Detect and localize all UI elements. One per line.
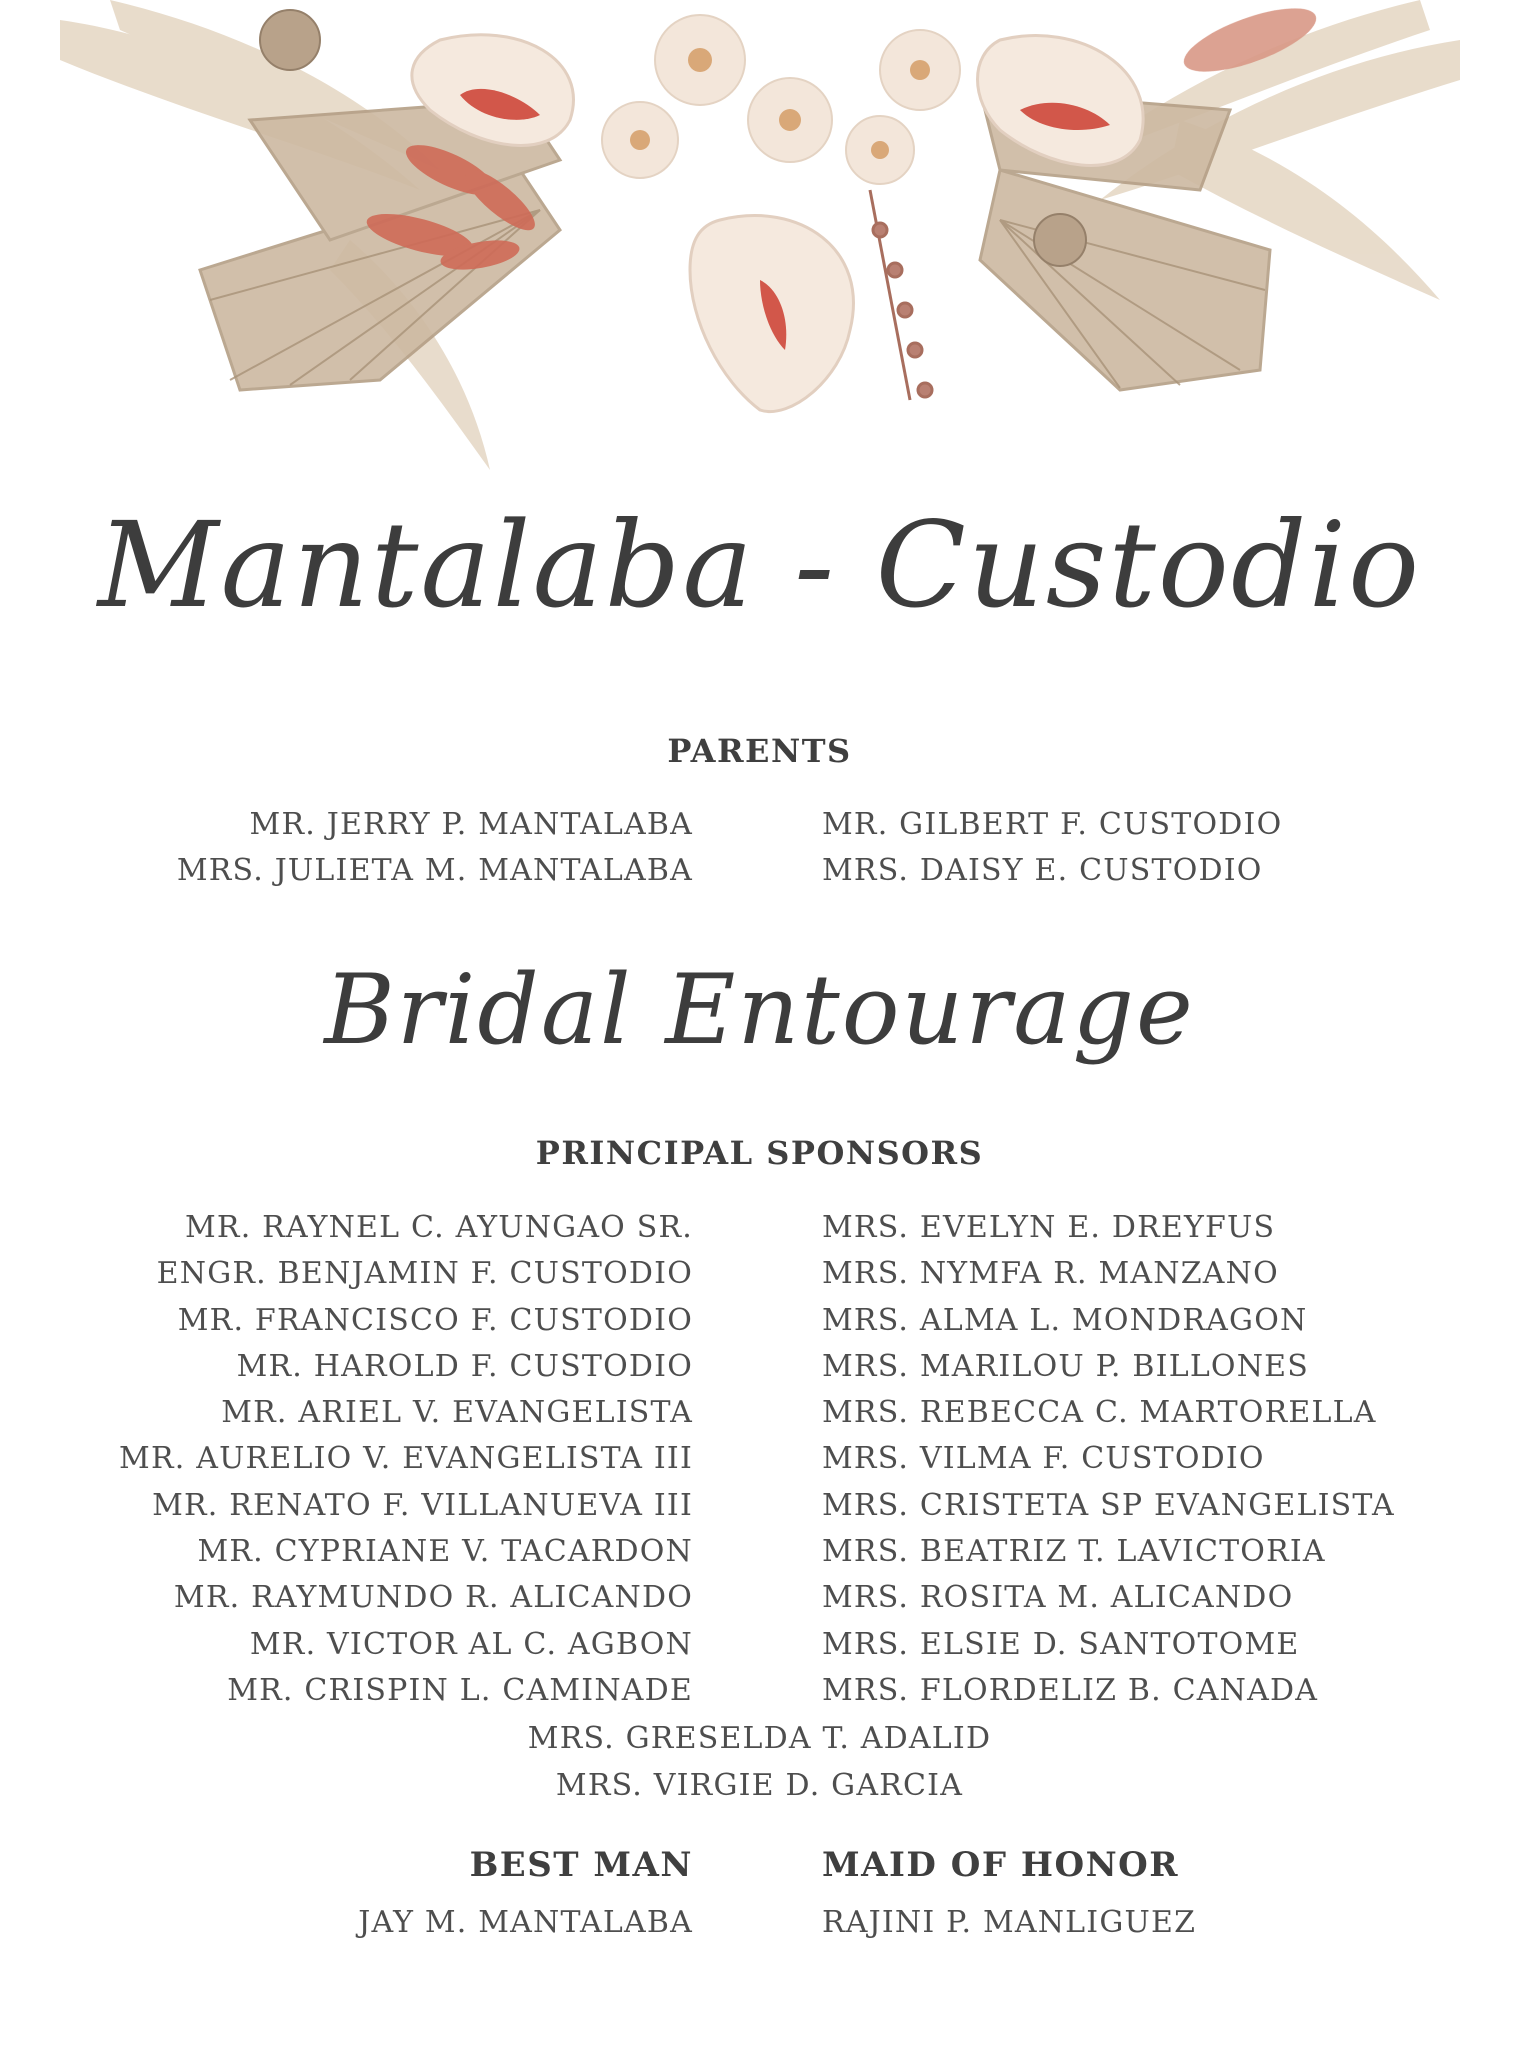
- sponsor-name: MRS. EVELYN E. DREYFUS: [822, 1210, 1276, 1245]
- parent-name: MR. JERRY P. MANTALABA: [249, 807, 693, 842]
- sponsors-female-list: [822, 1205, 1395, 1714]
- sponsor-name: MR. RENATO F. VILLANUEVA III: [152, 1487, 693, 1523]
- sponsor-name: MRS. GRESELDA T. ADALID: [527, 1721, 992, 1756]
- parent-name: MRS. JULIETA M. MANTALABA: [176, 853, 693, 888]
- couple-names-title: Mantalaba - Custodio: [97, 496, 1422, 634]
- floral-arrangement-illustration: [0, 0, 1519, 490]
- maid-of-honor-name: RAJINI P. MANLIGUEZ: [822, 1905, 1197, 1940]
- sponsor-name: MRS. REBECCA C. MARTORELLA: [822, 1395, 1377, 1431]
- sponsor-name: MR. CYPRIANE V. TACARDON: [197, 1534, 693, 1570]
- parent-name: MRS. DAISY E. CUSTODIO: [822, 853, 1263, 888]
- sponsor-name: MRS. VIRGIE D. GARCIA: [555, 1768, 964, 1803]
- sponsor-name: MRS. BEATRIZ T. LAVICTORIA: [822, 1534, 1326, 1570]
- parents-heading: PARENTS: [667, 732, 852, 770]
- sponsor-name: MRS. CRISTETA SP EVANGELISTA: [822, 1487, 1395, 1523]
- sponsor-name: ENGR. BENJAMIN F. CUSTODIO: [156, 1256, 693, 1292]
- sponsor-name: MRS. ELSIE D. SANTOTOME: [822, 1626, 1300, 1662]
- best-man-heading: BEST MAN: [469, 1845, 693, 1885]
- parent-name: MR. GILBERT F. CUSTODIO: [822, 807, 1283, 842]
- maid-of-honor-heading: MAID OF HONOR: [822, 1845, 1180, 1885]
- sponsor-name: MR. CRISPIN L. CAMINADE: [227, 1672, 693, 1708]
- sponsor-name: MR. ARIEL V. EVANGELISTA: [221, 1395, 693, 1431]
- sponsor-name: MRS. MARILOU P. BILLONES: [822, 1348, 1310, 1384]
- sponsor-name: MRS. FLORDELIZ B. CANADA: [822, 1672, 1319, 1708]
- sponsor-name: MR. RAYNEL C. AYUNGAO SR.: [184, 1210, 693, 1245]
- sponsor-name: MR. FRANCISCO F. CUSTODIO: [177, 1302, 693, 1338]
- sponsor-name: MR. HAROLD F. CUSTODIO: [236, 1348, 693, 1384]
- sponsor-name: MR. RAYMUNDO R. ALICANDO: [173, 1580, 693, 1616]
- best-man-name: JAY M. MANTALABA: [358, 1905, 693, 1940]
- sponsor-name: MRS. NYMFA R. MANZANO: [822, 1256, 1279, 1292]
- sponsors-center-list: [0, 1715, 1519, 1809]
- sponsor-name: MRS. ALMA L. MONDRAGON: [822, 1302, 1308, 1338]
- parents-bride-side: [822, 802, 1282, 894]
- sponsor-name: MR. VICTOR AL C. AGBON: [249, 1626, 693, 1662]
- sponsor-name: MRS. ROSITA M. ALICANDO: [822, 1580, 1294, 1616]
- sponsors-male-list: [119, 1205, 693, 1714]
- principal-sponsors-heading: PRINCIPAL SPONSORS: [535, 1134, 984, 1172]
- sponsor-name: MRS. VILMA F. CUSTODIO: [822, 1441, 1265, 1477]
- sponsor-name: MR. AURELIO V. EVANGELISTA III: [119, 1441, 693, 1477]
- parents-groom-side: [177, 802, 693, 894]
- bridal-entourage-title: Bridal Entourage: [324, 954, 1195, 1066]
